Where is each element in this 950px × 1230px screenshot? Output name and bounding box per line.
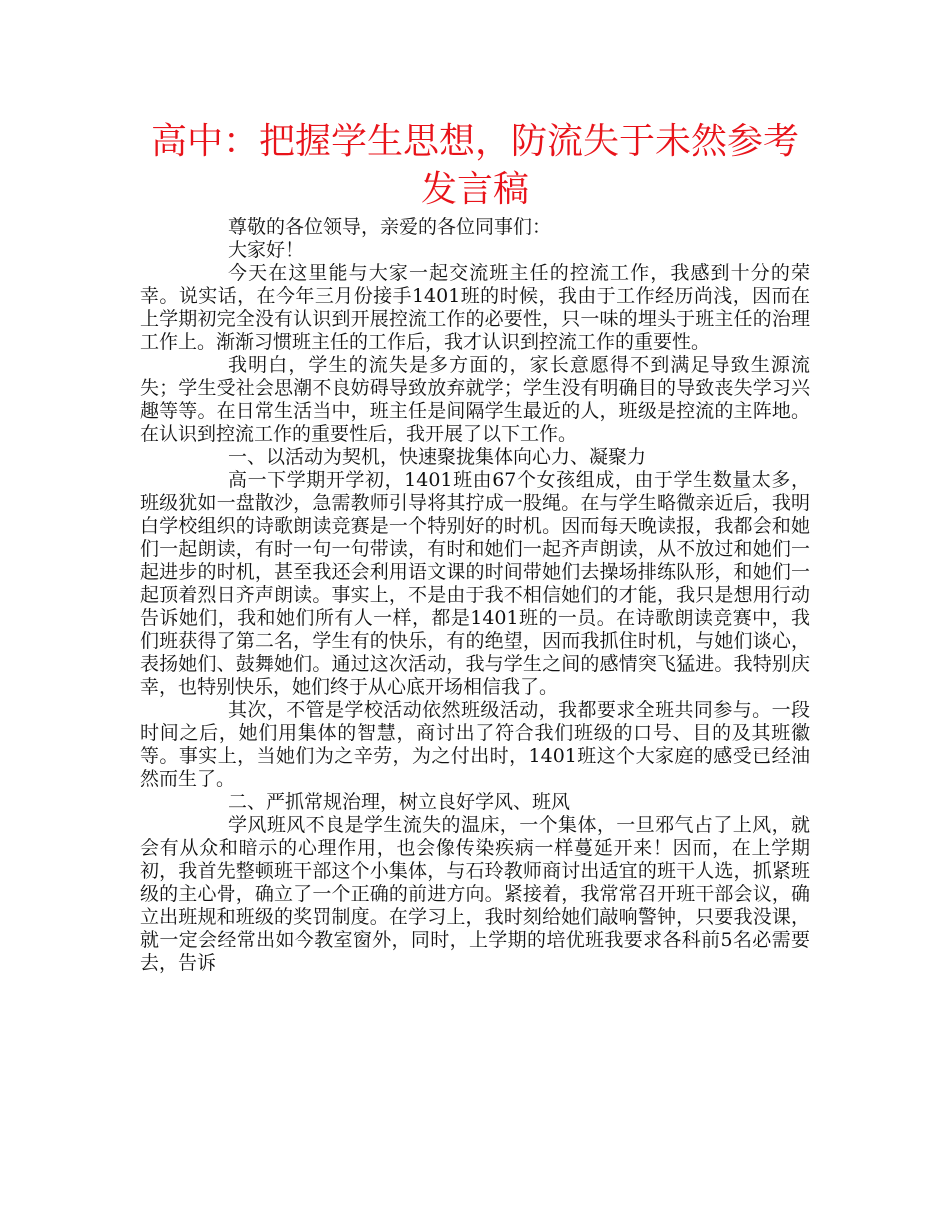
title-line-2: 发言稿 xyxy=(420,169,529,210)
greeting: 大家好！ xyxy=(228,239,305,261)
section-heading: 一、以活动为契机，快速聚拢集体向心力、凝聚力 xyxy=(228,446,647,468)
section-heading: 二、严抓常规治理，树立良好学风、班风 xyxy=(228,791,571,813)
paragraph: 学风班风不良是学生流失的温床，一个集体，一旦邪气占了上风，就会有从众和暗示的心理作用，也会像传染疾病一样蔓延开来！因而，在上学期初，我首先整顿班干部这个小集体，与石玲教师商讨出适宜的班干人选，抓紧班级的主心骨，确立了一个正确的前进方向。紧接着，我常常召开班干部会议，确立出班规和班级的奖罚制度。在学习上，我时刻给她们敲响警钟，只要我没课，就一定会经常出如今教室窗外，同时，上学期的培优班我要求各科前5名必需要去，告诉 xyxy=(140,814,810,974)
paragraph: 其次，不管是学校活动依然班级活动，我都要求全班共同参与。一段时间之后，她们用集体的智慧，商讨出了符合我们班级的口号、目的及其班徽等。事实上，当她们为之辛劳，为之付出时，1401班这个大家庭的感受已经油然而生了。 xyxy=(140,699,810,790)
salutation: 尊敬的各位领导，亲爱的各位同事们： xyxy=(228,216,552,238)
document-title xyxy=(140,118,810,214)
document-body xyxy=(140,216,810,975)
paragraph: 今天在这里能与大家一起交流班主任的控流工作，我感到十分的荣幸。说实话，在今年三月份接手1401班的时候，我由于工作经历尚浅，因而在上学期初完全没有认识到开展控流工作的必要性，只一味的埋头于班主任的治理工作上。渐渐习惯班主任的工作后，我才认识到控流工作的重要性。 xyxy=(140,262,810,353)
title-line-1: 高中：把握学生思想，防流失于未然参考 xyxy=(150,121,799,162)
paragraph: 我明白，学生的流失是多方面的，家长意愿得不到满足导致生源流失；学生受社会思潮不良妨碍导致放弃就学；学生没有明确目的导致丧失学习兴趣等等。在日常生活当中，班主任是间隔学生最近的人，班级是控流的主阵地。在认识到控流工作的重要性后，我开展了以下工作。 xyxy=(140,354,810,445)
document-page xyxy=(140,118,810,975)
paragraph: 高一下学期开学初，1401班由67个女孩组成，由于学生数量太多，班级犹如一盘散沙，急需教师引导将其拧成一股绳。在与学生略微亲近后，我明白学校组织的诗歌朗读竞赛是一个特别好的时机。因而每天晚读报，我都会和她们一起朗读，有时一句一句带读，有时和她们一起齐声朗读，从不放过和她们一起进步的时机，甚至我还会利用语文课的时间带她们去操场排练队形，和她们一起顶着烈日齐声朗读。事实上，不是由于我不相信她们的才能，我只是想用行动告诉她们，我和她们所有人一样，都是1401班的一员。在诗歌朗读竞赛中，我们班获得了第二名，学生有的快乐，有的绝望，因而我抓住时机，与她们谈心，表扬她们、鼓舞她们。通过这次活动，我与学生之间的感情突飞猛进。我特别庆幸，也特别快乐，她们终于从心底开场相信我了。 xyxy=(140,469,810,698)
